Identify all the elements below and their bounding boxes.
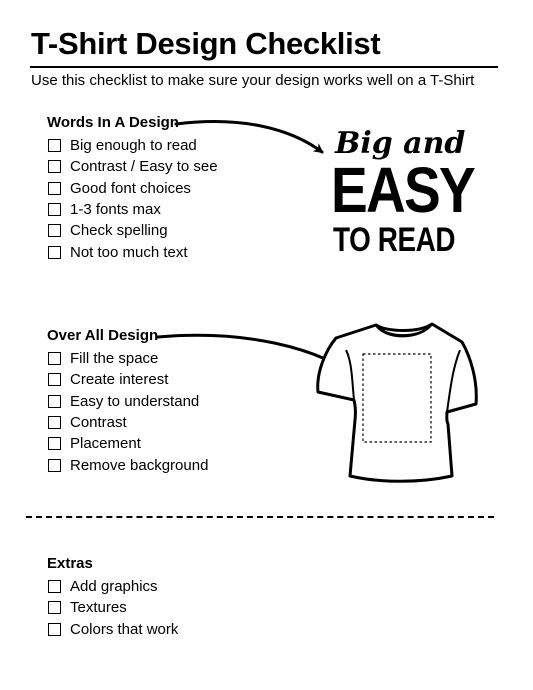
checklist-item-label: Fill the space — [70, 350, 159, 368]
section-title-overall: Over All Design — [47, 327, 159, 344]
checklist-item-label: Colors that work — [70, 620, 179, 638]
section-title-extras: Extras — [47, 555, 93, 572]
example-text-line1: Big and — [335, 126, 466, 161]
checklist-item-label: Create interest — [70, 371, 169, 389]
checklist-item-label: Easy to understand — [70, 392, 200, 410]
tshirt-icon — [318, 324, 477, 481]
example-text-line3: TO READ — [333, 221, 456, 259]
checklist-item-label: Not too much text — [70, 243, 188, 261]
checklist-item-label: Remove background — [70, 456, 209, 474]
checklist-item-label: Contrast — [70, 414, 127, 432]
checklist-item-label: Add graphics — [70, 578, 158, 596]
section-title-words: Words In A Design — [47, 114, 179, 131]
checklist-item-label: Good font choices — [70, 179, 191, 197]
checklist-item-label: Big enough to read — [70, 137, 197, 155]
arrow-icon — [176, 122, 322, 152]
checklist-item-label: Placement — [70, 435, 141, 453]
checklist-item-label: Contrast / Easy to see — [70, 158, 218, 176]
page-subtitle: Use this checklist to make sure your design works well on a T-Shirt — [31, 72, 475, 89]
checklist-item-label: Check spelling — [70, 222, 168, 240]
page-title: T-Shirt Design Checklist — [31, 26, 381, 61]
checklist-item-label: 1-3 fonts max — [70, 201, 161, 219]
example-text-line2: EASY — [331, 154, 475, 226]
checklist-item-label: Textures — [70, 599, 127, 617]
